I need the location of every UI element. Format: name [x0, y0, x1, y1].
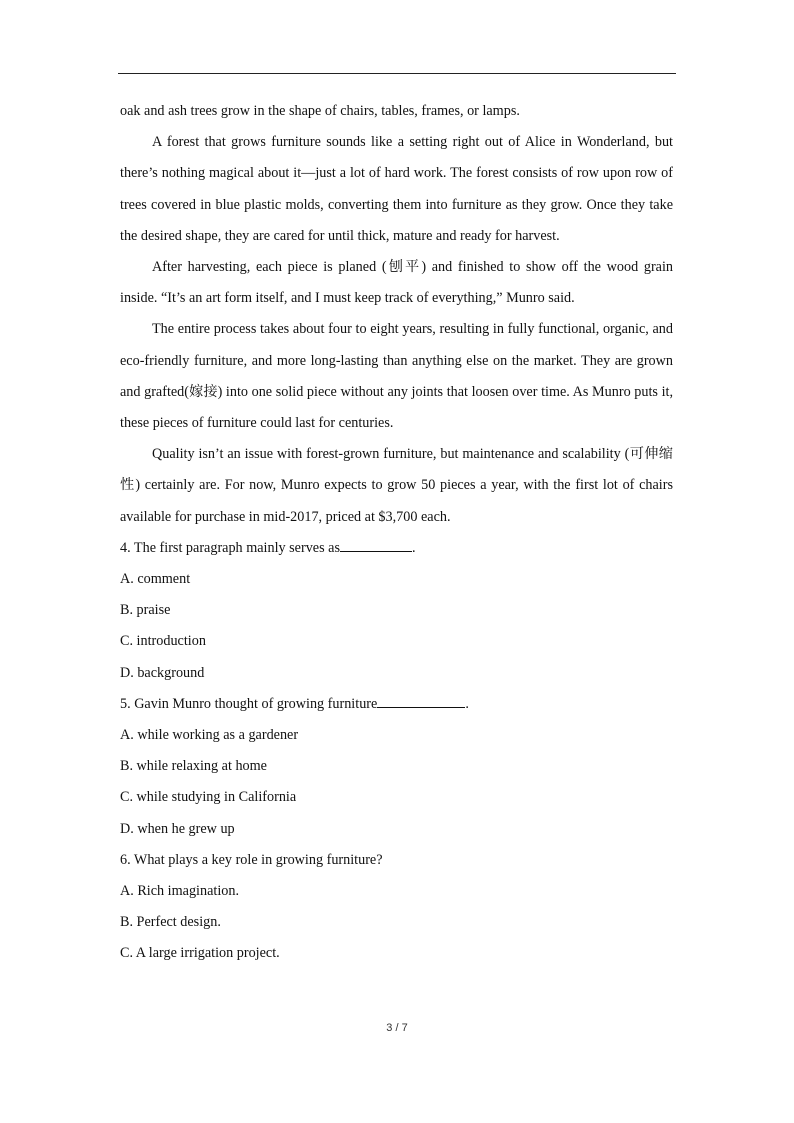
option-6c: C. A large irrigation project. [120, 945, 280, 962]
option-5c: C. while studying in California [120, 789, 297, 806]
option-4a: A. comment [120, 571, 191, 588]
option-5d: D. when he grew up [120, 820, 235, 837]
answer-blank [340, 537, 412, 552]
question-tail: . [411, 539, 416, 556]
option-4d: D. background [120, 664, 205, 681]
option-4b: B. praise [120, 602, 171, 619]
option-5a: A. while working as a gardener [120, 727, 299, 744]
page-content [120, 96, 673, 970]
option-5b: B. while relaxing at home [120, 758, 267, 775]
answer-blank [377, 693, 465, 708]
question-tail: . [465, 695, 469, 712]
passage-paragraph-0: oak and ash trees grow in the shape of chairs, tables, frames, or lamps. [120, 103, 520, 119]
option-6b: B. Perfect design. [120, 914, 221, 931]
question-stem: 4. The first paragraph mainly serves as [120, 539, 340, 556]
question-stem: 6. What plays a key role in growing furniture? [120, 851, 383, 868]
passage-paragraph-1: A forest that grows furniture sounds like a setting right out of Alice in Wonderland, but there’s nothing magical about it—just a lot of hard work. The forest consists of row upon row of trees covered in blue plastic molds, converting them into furniture as they grow. Once they take the desired shape, they are cared for until thick, mature and ready for harvest. [120, 134, 673, 244]
option-4c: C. introduction [120, 633, 206, 650]
header-rule [118, 73, 676, 74]
page-number: 3 / 7 [386, 1022, 408, 1034]
passage-paragraph-2: After harvesting, each piece is planed (刨平) and finished to show off the wood grain inside. “It’s an art form itself, and I must keep track of everything,” Munro said. [120, 259, 673, 307]
passage-paragraph-3: The entire process takes about four to eight years, resulting in fully functional, organic, and eco-friendly furniture, and more long-lasting than anything else on the market. They are grown and grafted(嫁接) into one solid piece without any joints that loosen over time. As Munro puts it, these pieces of furniture could last for centuries. [120, 321, 673, 432]
question-4 [120, 533, 673, 564]
passage-paragraph-4: Quality isn’t an issue with forest-grown furniture, but maintenance and scalability (可伸缩性) certainly are. For now, Munro expects to grow 50 pieces a year, with the first lot of chairs available for purchase in mid-2017, priced at $3,700 each. [120, 446, 673, 525]
question-5 [120, 689, 673, 720]
option-6a: A. Rich imagination. [120, 883, 240, 900]
question-stem: 5. Gavin Munro thought of growing furniture [120, 695, 378, 712]
question-6 [120, 845, 673, 876]
